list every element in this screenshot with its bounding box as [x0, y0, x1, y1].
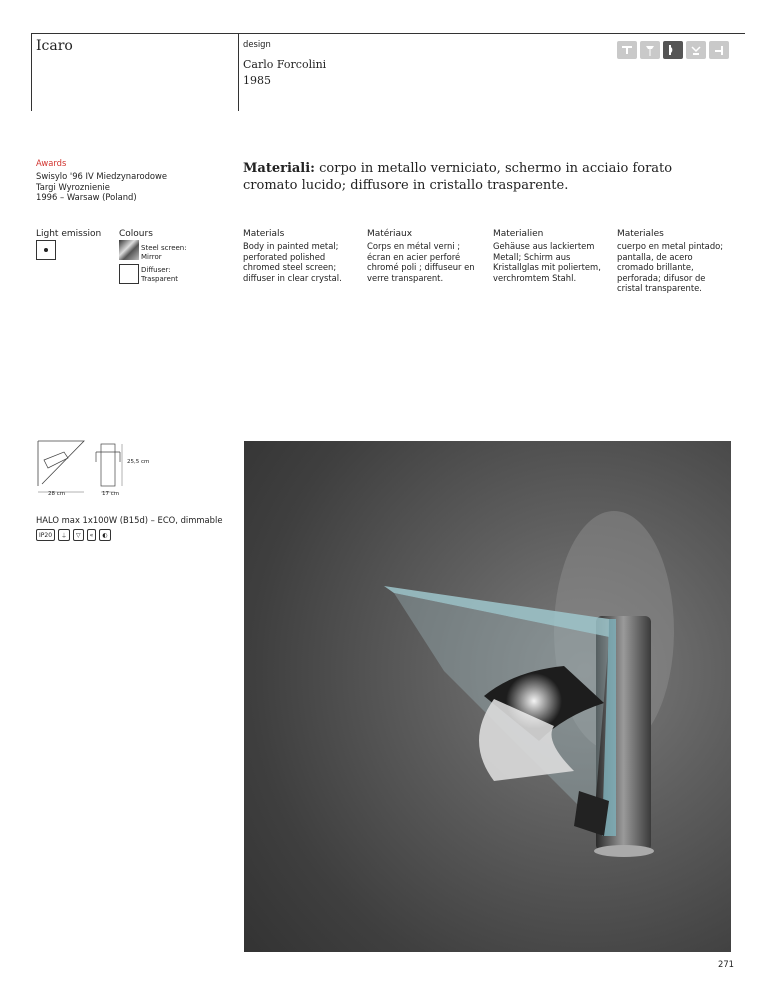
center-divider [238, 33, 239, 111]
materials-column-de [493, 229, 608, 283]
materials-column-es [617, 229, 732, 294]
base-cap [594, 845, 654, 857]
outdoor-lamp-icon [709, 41, 729, 59]
lamp-type-icons [617, 41, 729, 59]
award-line: Targi Wyroznienie [36, 181, 110, 192]
awards-list [36, 171, 167, 203]
materiali-paragraph [243, 160, 723, 194]
ip20-icon: IP20 [36, 529, 55, 541]
column-text: cuerpo en metal pintado; pantalla, de acero cromado brillante, perforada; difusor de cristal transparente. [617, 241, 724, 293]
colour-label-line: Steel screen: [141, 244, 187, 252]
height-dimension: 25,5 cm [127, 459, 150, 465]
enec-icon: « [87, 529, 97, 541]
colour-label-diffuser [141, 266, 178, 284]
column-text: Corps en métal verni ; écran en acier perforé chromé poli ; diffuseur en verre transparent. [367, 241, 475, 283]
light-emission-icon [36, 240, 56, 260]
materials-column-en [243, 229, 358, 283]
ceiling-lamp-icon [617, 41, 637, 59]
side-view-outline [38, 441, 84, 486]
left-divider [31, 33, 32, 111]
technical-drawing [34, 438, 144, 498]
materiali-label: Materiali: [243, 161, 315, 176]
materials-column-fr [367, 229, 482, 283]
top-rule [31, 33, 745, 34]
wall-lamp-icon [663, 41, 683, 59]
design-year: 1985 [243, 74, 271, 87]
certification-icons [36, 529, 114, 541]
colour-label-line: Diffuser: [141, 266, 171, 274]
lamp-spec: HALO max 1x100W (B15d) – ECO, dimmable [36, 515, 223, 525]
width-dimension: 28 cm [48, 491, 66, 497]
product-photo [244, 441, 731, 952]
column-title: Matériaux [367, 229, 413, 239]
depth-dimension: 17 cm [102, 491, 120, 497]
colours-title: Colours [119, 229, 153, 239]
front-view-screen [96, 452, 120, 462]
table-lamp-icon [686, 41, 706, 59]
award-line: 1996 – Warsaw (Poland) [36, 192, 137, 202]
column-title: Materiales [617, 229, 664, 239]
design-label: design [243, 39, 271, 49]
product-name: Icaro [36, 38, 73, 54]
designer-name: Carlo Forcolini [243, 58, 327, 71]
award-line: Swisylo '96 IV Miedzynarodowe [36, 171, 168, 181]
column-text: Body in painted metal; perforated polished chromed steel screen; diffuser in clear crystal. [243, 241, 342, 283]
colour-label-line: Mirror [141, 253, 162, 261]
front-view-outline [101, 444, 115, 486]
light-emission-title: Light emission [36, 229, 102, 239]
colour-label-line: Trasparent [141, 275, 179, 283]
column-title: Materials [243, 229, 285, 239]
mirror-swatch [119, 240, 139, 260]
column-title: Materialien [493, 229, 544, 239]
earth-icon: ⏚ [58, 529, 70, 541]
column-text: Gehäuse aus lackiertem Metall; Schirm aus Kristallglas mit poliertem, verchromtem Stahl. [493, 241, 601, 283]
awards-title: Awards [36, 158, 67, 168]
wall-lamp-illustration [244, 441, 731, 952]
colour-label-steel [141, 244, 187, 262]
transparent-swatch [119, 264, 139, 284]
floor-lamp-icon [640, 41, 660, 59]
side-view-screen [44, 452, 68, 468]
materiali-text: corpo in metallo verniciato, schermo in acciaio forato cromato lucido; diffusore in cristallo trasparente. [243, 161, 673, 193]
dimmable-icon: ◐ [99, 529, 110, 541]
f-mark-icon: ▽ [73, 529, 84, 541]
page-number: 271 [718, 959, 734, 969]
light-bulb [506, 673, 562, 729]
